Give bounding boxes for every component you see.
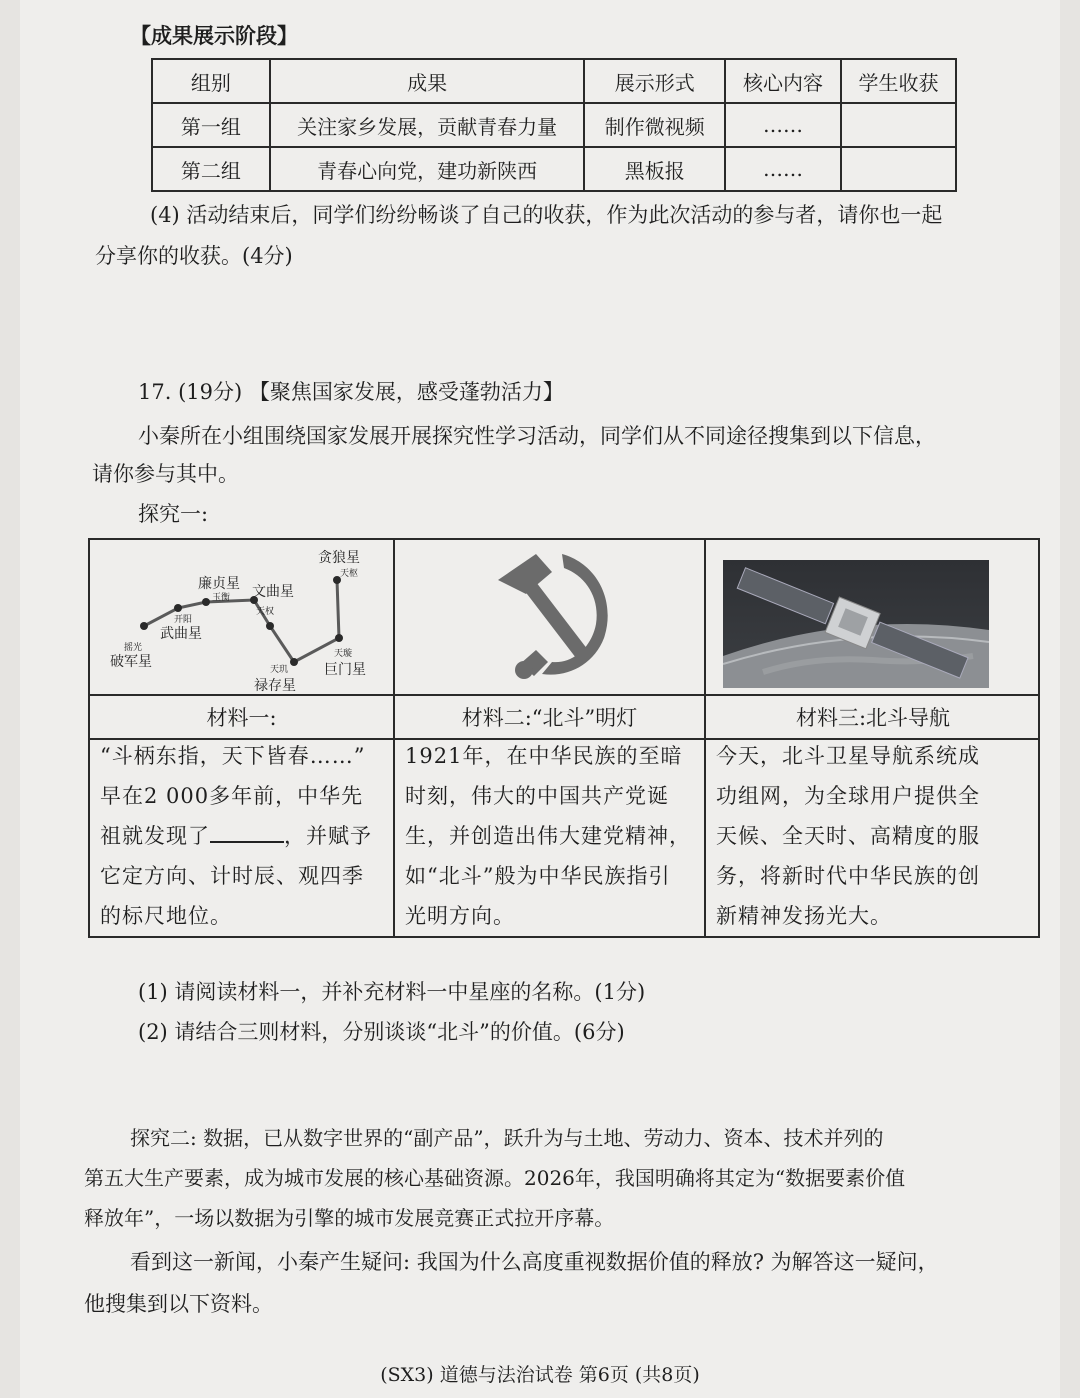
beidou-satellite-image (723, 560, 989, 688)
table-header-cell: 成果 (270, 59, 585, 103)
exam-page (20, 0, 1060, 1398)
material-1-line: 祖就发现了 ，并赋予 (100, 816, 372, 856)
star-label: 廉贞星 (198, 576, 240, 592)
star-label: 武曲星 (160, 626, 202, 642)
table-cell (841, 147, 956, 191)
material-1-text (100, 736, 372, 936)
material-1-line: 早在2 000多年前，中华先 (100, 784, 364, 808)
question-17-intro-2: 请你参与其中。 (92, 462, 239, 486)
material-3-line: 今天，北斗卫星导航系统成 (716, 744, 980, 768)
table-cell: 第二组 (152, 147, 270, 191)
material-2-line: 光明方向。 (405, 904, 515, 928)
materials-grid (88, 538, 1040, 938)
question-17-intro-1: 小秦所在小组围绕国家发展开展探究性学习活动，同学们从不同途径搜集到以下信息， (138, 424, 936, 448)
table-header-cell: 核心内容 (725, 59, 841, 103)
material-3-line: 天候、全天时、高精度的服 (716, 824, 980, 848)
star-dot (335, 634, 343, 642)
table-cell: 关注家乡发展，贡献青春力量 (270, 103, 585, 147)
material-2-line: 1921年，在中华民族的至暗 (405, 744, 683, 768)
table-row (152, 147, 956, 191)
material-1-line: 的标尺地位。 (100, 904, 232, 928)
explore-2-line-2: 第五大生产要素，成为城市发展的核心基础资源。2026年，我国明确将其定为“数据要素价值 (84, 1166, 906, 1190)
table-cell: …… (725, 147, 841, 191)
star-sublabel: 玉衡 (212, 593, 231, 603)
sub-question-2: (2) 请结合三则材料，分别谈谈“北斗”的价值。(6分) (138, 1020, 625, 1044)
table-cell: 青春心向党，建功新陕西 (270, 147, 585, 191)
star-label: 贪狼星 (318, 550, 360, 566)
table-cell: 制作微视频 (584, 103, 725, 147)
star-sublabel: 天璇 (334, 649, 353, 659)
material-3-text (716, 736, 980, 936)
material-2-line: 如“北斗”般为中华民族指引 (405, 864, 671, 888)
explore-2-line-3: 释放年”，一场以数据为引擎的城市发展竞赛正式拉开序幕。 (84, 1206, 615, 1230)
result-table (151, 58, 957, 192)
explore-2-line-4: 看到这一新闻，小秦产生疑问: 我国为什么高度重视数据价值的释放? 为解答这一疑问， (130, 1250, 939, 1274)
question-4-line-2: 分享你的收获。(4分) (95, 244, 293, 268)
star-dot (266, 622, 274, 630)
star-dot (174, 604, 182, 612)
table-cell (841, 103, 956, 147)
table-row (152, 103, 956, 147)
table-header-row (152, 59, 956, 103)
explore-1-label: 探究一: (138, 502, 209, 526)
table-cell: …… (725, 103, 841, 147)
star-sublabel: 摇光 (124, 643, 143, 653)
sub-question-1: (1) 请阅读材料一，并补充材料一中星座的名称。(1分) (138, 980, 646, 1004)
table-header-cell: 组别 (152, 59, 270, 103)
party-emblem-icon (490, 546, 620, 688)
star-sublabel: 天枢 (340, 569, 359, 579)
fill-in-blank[interactable] (210, 819, 284, 843)
grid-divider (90, 694, 1038, 696)
star-sublabel: 天玑 (270, 665, 289, 675)
material-1-line: 它定方向、计时辰、观四季 (100, 864, 364, 888)
star-label: 文曲星 (252, 584, 294, 600)
star-dot (290, 658, 298, 666)
star-dot (202, 598, 210, 606)
table-header-cell: 学生收获 (841, 59, 956, 103)
explore-2-line-1: 探究二: 数据，已从数字世界的“副产品”，跃升为与土地、劳动力、资本、技术并列的 (130, 1126, 884, 1150)
material-1-caption: 材料一: (206, 706, 277, 730)
star-label: 破军星 (110, 654, 152, 670)
question-17-heading: 17. (19分) 【聚焦国家发展，感受蓬勃活力】 (138, 380, 564, 404)
material-1-line: “斗柄东指，天下皆春……” (100, 744, 366, 768)
material-2-line: 生，并创造出伟大建党精神， (405, 824, 691, 848)
star-label: 禄存星 (254, 678, 296, 692)
star-label: 巨门星 (324, 662, 366, 678)
material-3-line: 新精神发扬光大。 (716, 904, 892, 928)
material-2-caption: 材料二:“北斗”明灯 (461, 706, 638, 730)
star-dot (140, 622, 148, 630)
material-3-caption: 材料三:北斗导航 (795, 706, 951, 730)
table-cell: 黑板报 (584, 147, 725, 191)
question-4-line-1: (4) 活动结束后，同学们纷纷畅谈了自己的收获，作为此次活动的参与者，请你也一起 (150, 203, 943, 227)
page-footer: (SX3) 道德与法治试卷 第6页 (共8页) (380, 1364, 700, 1386)
section-title: 【成果展示阶段】 (130, 23, 298, 48)
explore-2-line-5: 他搜集到以下资料。 (84, 1292, 273, 1316)
big-dipper-diagram (94, 544, 389, 692)
table-cell: 第一组 (152, 103, 270, 147)
material-2-line: 时刻，伟大的中国共产党诞 (405, 784, 669, 808)
star-sublabel: 开阳 (174, 615, 193, 625)
material-3-line: 功组网，为全球用户提供全 (716, 784, 980, 808)
material-3-line: 务，将新时代中华民族的创 (716, 864, 980, 888)
table-header-cell: 展示形式 (584, 59, 725, 103)
material-2-text (405, 736, 691, 936)
star-sublabel: 天权 (256, 607, 275, 617)
